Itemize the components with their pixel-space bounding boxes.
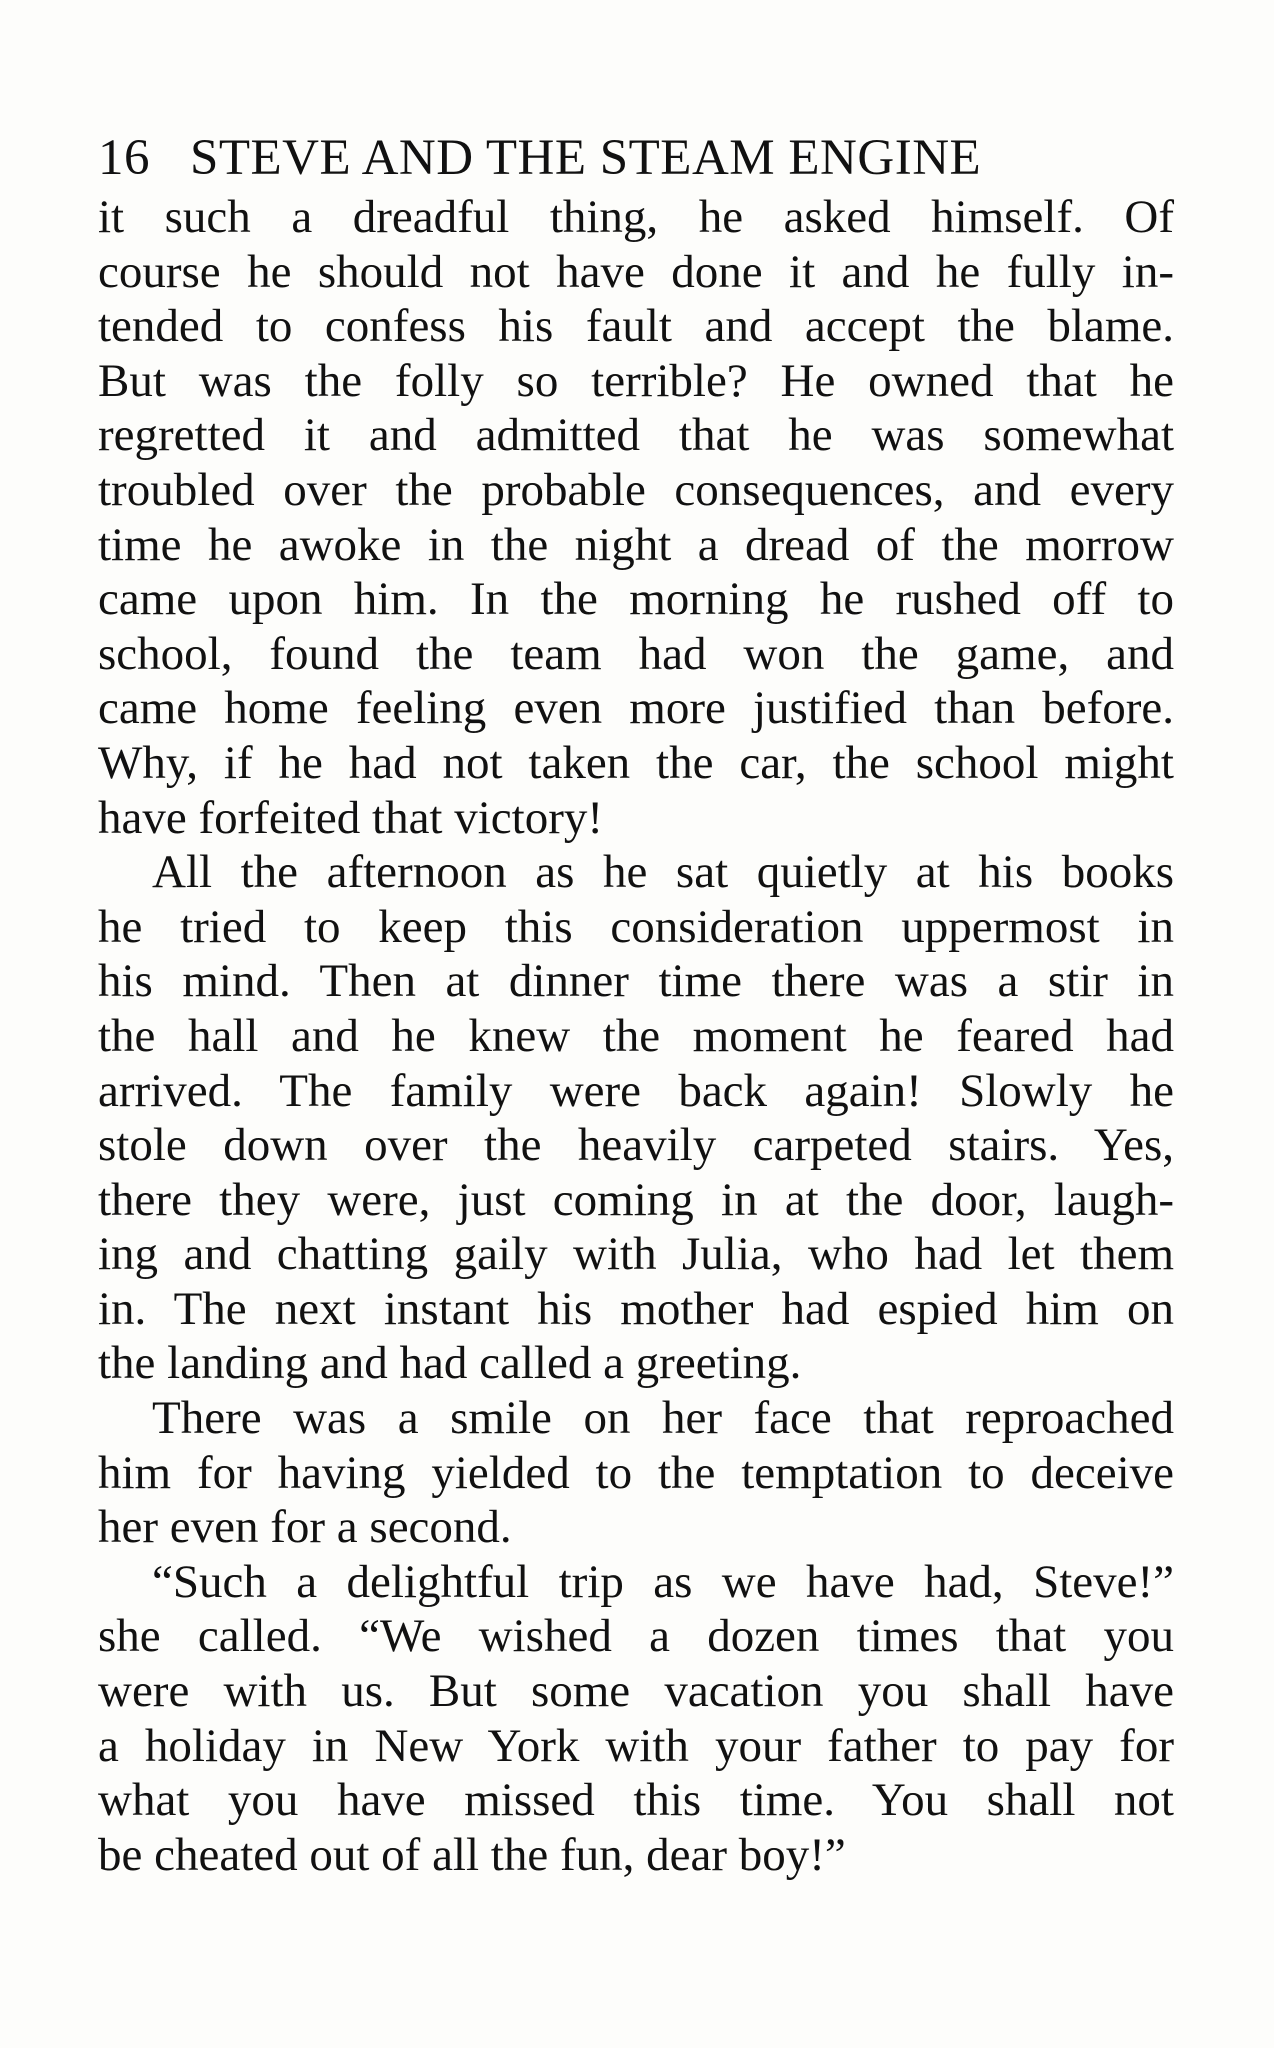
text-line: regretted it and admitted that he was somewhat bbox=[98, 409, 1174, 462]
text-line: came home feeling even more justified than before. bbox=[98, 682, 1174, 735]
text-line: there they were, just coming in at the door, laugh- bbox=[98, 1173, 1174, 1226]
text-line: ing and chatting gaily with Julia, who had let them bbox=[98, 1228, 1174, 1281]
text-line: the landing and had called a greeting. bbox=[98, 1337, 802, 1390]
text-line: he tried to keep this consideration uppermost in bbox=[98, 900, 1174, 953]
text-line: arrived. The family were back again! Slowly he bbox=[98, 1064, 1174, 1117]
paragraph bbox=[98, 845, 1174, 1391]
text-line: troubled over the probable consequences, and every bbox=[98, 463, 1174, 516]
text-line: his mind. Then at dinner time there was a stir in bbox=[98, 955, 1174, 1008]
paragraph bbox=[98, 1391, 1174, 1555]
page-number: 16 bbox=[98, 130, 150, 186]
running-title: STEVE AND THE STEAM ENGINE bbox=[190, 130, 982, 186]
text-line: But was the folly so terrible? He owned that he bbox=[98, 354, 1174, 407]
running-head bbox=[98, 128, 1174, 188]
text-line: All the afternoon as he sat quietly at his books bbox=[152, 846, 1174, 899]
text-line: the hall and he knew the moment he feared had bbox=[98, 1009, 1174, 1062]
text-line: him for having yielded to the temptation to deceive bbox=[98, 1446, 1174, 1499]
text-line: There was a smile on her face that reproached bbox=[152, 1392, 1174, 1445]
text-line: Why, if he had not taken the car, the school might bbox=[98, 736, 1174, 789]
text-line: were with us. But some vacation you shall have bbox=[98, 1665, 1174, 1718]
text-line: time he awoke in the night a dread of the morrow bbox=[98, 518, 1174, 571]
text-line: her even for a second. bbox=[98, 1501, 512, 1554]
text-line: she called. “We wished a dozen times that you bbox=[98, 1610, 1174, 1663]
text-line: stole down over the heavily carpeted stairs. Yes, bbox=[98, 1119, 1174, 1172]
text-line: a holiday in New York with your father to pay for bbox=[98, 1719, 1174, 1772]
text-line: it such a dreadful thing, he asked himself. Of bbox=[98, 191, 1174, 243]
text-line: course he should not have done it and he fully in- bbox=[98, 245, 1174, 298]
paragraph bbox=[98, 190, 1174, 845]
paragraph bbox=[98, 1555, 1174, 1883]
text-line: came upon him. In the morning he rushed off to bbox=[98, 573, 1174, 626]
text-line: what you have missed this time. You shall not bbox=[98, 1774, 1174, 1827]
text-line: have forfeited that victory! bbox=[98, 791, 604, 844]
text-line: in. The next instant his mother had espied him on bbox=[98, 1282, 1174, 1335]
text-line: tended to confess his fault and accept the blame. bbox=[98, 300, 1174, 353]
text-line: school, found the team had won the game, and bbox=[98, 627, 1174, 680]
text-line: “Such a delightful trip as we have had, Steve!” bbox=[152, 1555, 1174, 1608]
body-text bbox=[98, 190, 1174, 1882]
text-line: be cheated out of all the fun, dear boy!” bbox=[98, 1828, 846, 1881]
